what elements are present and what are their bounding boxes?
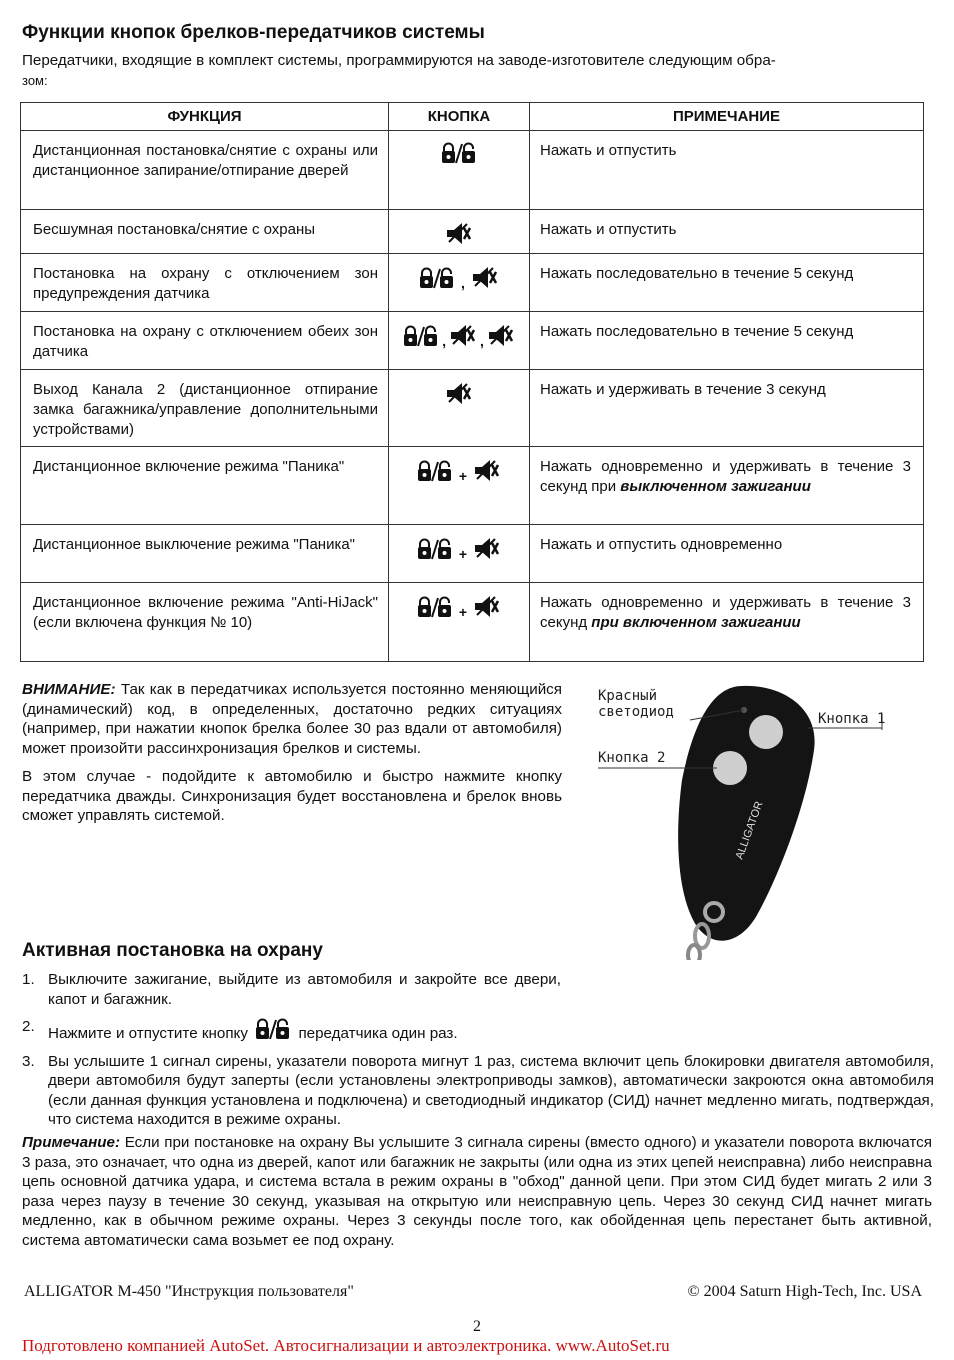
warning-text: Так как в передатчиках используется постоянно меняющийся (динамический) код, в определенных, достаточно редких ситуациях (например, при нажатии кнопок брелка более 30 раз вдали от автомобиля) может произойти рассинхронизация брелков и системы. <box>22 681 562 757</box>
button2-callout: Кнопка 2 <box>598 750 666 766</box>
warning-block <box>22 680 562 835</box>
section-title: Активная постановка на охрану <box>22 940 323 961</box>
note-cell: Нажать последовательно в течение 5 секунд <box>530 312 924 370</box>
table-row <box>21 525 924 583</box>
silent-mode-icon <box>487 322 515 348</box>
page-title: Функции кнопок брелков-передатчиков системы <box>22 22 485 43</box>
button-cell <box>389 370 530 447</box>
step-number: 1. <box>22 971 35 988</box>
function-cell: Дистанционное включение режима "Паника" <box>21 447 389 525</box>
note-cell <box>530 447 924 525</box>
functions-table <box>20 102 924 662</box>
credit-line: Подготовлено компанией AutoSet. Автосигнализации и автоэлектроника. www.AutoSet.ru <box>22 1336 670 1355</box>
led-label-2: светодиод <box>598 704 674 720</box>
comma-separator: , <box>461 275 465 291</box>
function-cell: Бесшумная постановка/снятие с охраны <box>21 210 389 254</box>
note-paragraph <box>22 1133 932 1250</box>
note-cell: Нажать и удерживать в течение 3 секунд <box>530 370 924 447</box>
led-callout <box>598 688 674 720</box>
header-note: ПРИМЕЧАНИЕ <box>530 103 924 131</box>
note-emphasis: при включенном зажигании <box>591 614 801 631</box>
intro-paragraph <box>22 51 932 91</box>
table-row <box>21 131 924 210</box>
table-row <box>21 312 924 370</box>
header-button: КНОПКА <box>389 103 530 131</box>
note-text: Если при постановке на охрану Вы услышите 3 сигнала сирены (вместо одного) и указатели поворота включатся 3 раза, это означает, что одна из дверей, капот или багажник не закрыты (или одна из этих цепей неисправна) либо неисправна цепь основной датчика удара, и система встала в режим охраны в "обход" данной цепи. При этом СИД будет мигать 2 или 3 раза через паузу в течение 30 секунд, указывая на открытую или неисправную цепь. Через 30 секунд СИД начнет мигать медленно, как в обычном режиме охраны. Через 3 секунды после того, как обойденная цепь перестанет быть активной, система автоматически сама возьмет ее под охрану. <box>22 1134 932 1249</box>
button-cell <box>389 131 530 210</box>
button-cell <box>389 583 530 662</box>
table-row <box>21 447 924 525</box>
table-row <box>21 210 924 254</box>
note-text: Нажать одновременно и удерживать в течение 3 секунд <box>540 594 911 631</box>
steps-list <box>22 970 934 1138</box>
function-cell: Дистанционное включение режима "Anti-HiJack" (если включена функция № 10) <box>21 583 389 662</box>
table-row <box>21 370 924 447</box>
lock-unlock-icon <box>419 266 455 290</box>
warning-paragraph-2: В этом случае - подойдите к автомобилю и быстро нажмите кнопку передатчика дважды. Синхронизация будет восстановлена и брелок вновь сможет управлять системой. <box>22 768 562 824</box>
note-cell <box>530 583 924 662</box>
note-text: Нажать одновременно и удерживать в течение 3 секунд при <box>540 458 911 495</box>
comma-separator: , <box>480 333 484 349</box>
step-number: 3. <box>22 1052 35 1070</box>
step-text: Нажмите и отпустите кнопку <box>48 1025 248 1042</box>
table-row <box>21 583 924 662</box>
silent-mode-icon <box>473 535 501 561</box>
function-cell: Постановка на охрану с отключением зон предупреждения датчика <box>21 254 389 312</box>
step-item <box>22 1017 934 1044</box>
silent-mode-icon <box>471 264 499 290</box>
silent-mode-icon <box>445 380 473 406</box>
step-item <box>22 970 561 1009</box>
button-1 <box>749 715 783 749</box>
table-row <box>21 254 924 312</box>
function-cell: Дистанционная постановка/снятие с охраны или дистанционное запирание/отпирание дверей <box>21 131 389 210</box>
table-header-row <box>21 103 924 131</box>
button-cell <box>389 312 530 370</box>
lock-unlock-icon <box>417 595 453 619</box>
step-text: Выключите зажигание, выйдите из автомобиля и закройте все двери, капот и багажник. <box>48 971 561 1008</box>
lock-unlock-icon <box>255 1017 291 1041</box>
warning-paragraph <box>22 680 562 758</box>
note-label: Примечание: <box>22 1134 121 1151</box>
note-cell: Нажать последовательно в течение 5 секунд <box>530 254 924 312</box>
button-cell <box>389 525 530 583</box>
silent-mode-icon <box>473 457 501 483</box>
button-cell <box>389 447 530 525</box>
silent-mode-icon <box>473 593 501 619</box>
plus-separator: + <box>458 468 468 484</box>
note-cell: Нажать и отпустить одновременно <box>530 525 924 583</box>
key-fob-illustration <box>592 680 892 960</box>
silent-mode-icon <box>445 220 473 246</box>
lock-unlock-icon <box>417 537 453 561</box>
plus-separator: + <box>458 604 468 620</box>
step-text: Вы услышите 1 сигнал сирены, указатели поворота мигнут 1 раз, система включит цепь блокировки двигателя автомобиля, двери автомобиля будут заперты (если установлены электроприводы замков), автоматически закроются окна автомобиля (если данная функция установлена и подключена) и светодиодный индикатор (СИД) начнет медленно мигать, подтверждая, что система находится в режиме охраны. <box>48 1052 934 1128</box>
button-cell <box>389 210 530 254</box>
button1-callout: Кнопка 1 <box>818 711 886 727</box>
function-cell: Выход Канала 2 (дистанционное отпирание замка багажника/управление дополнительными устройствами) <box>21 370 389 447</box>
step-item <box>22 1052 934 1130</box>
note-emphasis: выключенном зажигании <box>620 478 811 495</box>
silent-mode-icon <box>449 322 477 348</box>
step-number: 2. <box>22 1018 35 1035</box>
comma-separator: , <box>442 333 446 349</box>
header-function: ФУНКЦИЯ <box>21 103 389 131</box>
led-label-1: Красный <box>598 688 658 704</box>
lock-unlock-icon <box>417 459 453 483</box>
note-cell: Нажать и отпустить <box>530 210 924 254</box>
intro-text-end: зом: <box>22 73 48 88</box>
page-number: 2 <box>473 1318 481 1335</box>
plus-separator: + <box>458 546 468 562</box>
function-cell: Дистанционное выключение режима "Паника" <box>21 525 389 583</box>
fob-brand: ALLIGATOR <box>733 799 766 862</box>
footer-right: © 2004 Saturn High-Tech, Inc. USA <box>687 1283 922 1300</box>
footer-left: ALLIGATOR M-450 "Инструкция пользователя" <box>24 1283 354 1300</box>
lock-unlock-icon <box>403 324 439 348</box>
lock-unlock-icon <box>441 141 477 165</box>
step-text: передатчика один раз. <box>298 1025 458 1042</box>
function-cell: Постановка на охрану с отключением обеих зон датчика <box>21 312 389 370</box>
note-cell: Нажать и отпустить <box>530 131 924 210</box>
button-2 <box>713 751 747 785</box>
intro-text: Передатчики, входящие в комплект системы, программируются на заводе-изготовителе следующим обра- <box>22 52 776 69</box>
warning-label: ВНИМАНИЕ: <box>22 681 116 698</box>
button-cell <box>389 254 530 312</box>
